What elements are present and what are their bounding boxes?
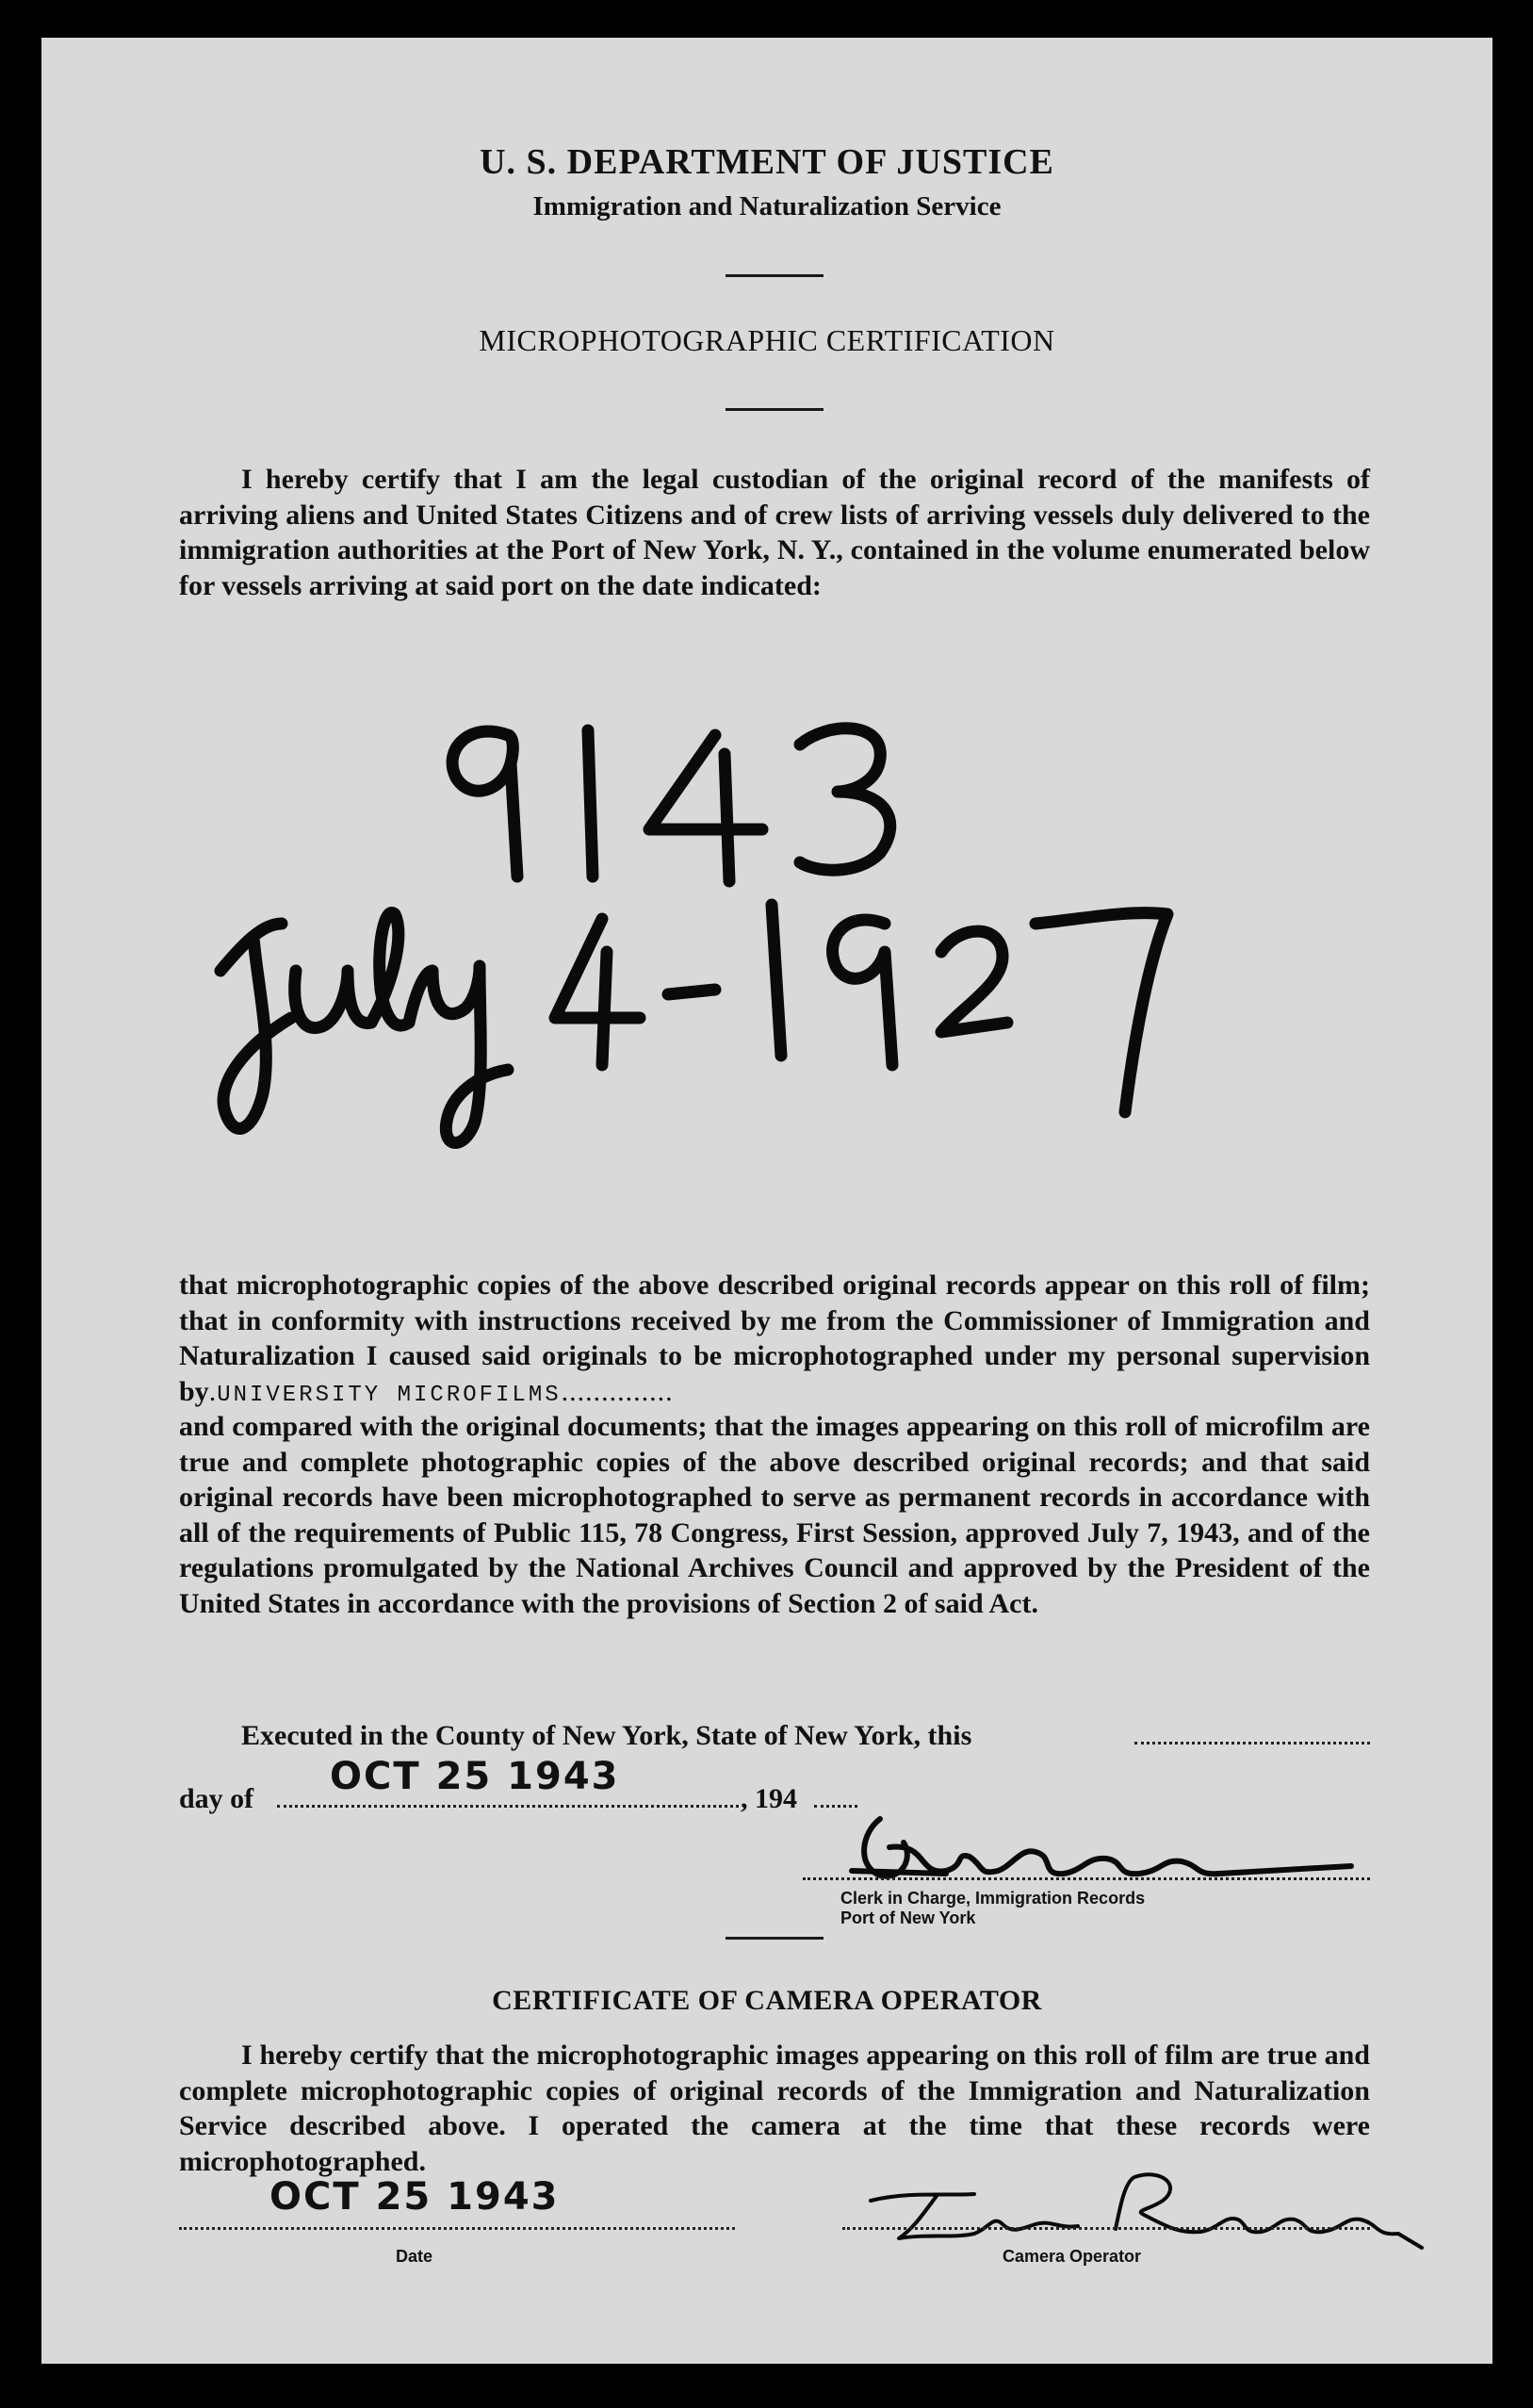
camera-stamped-date: OCT 25 1943 <box>269 2175 560 2219</box>
camera-operator-signature <box>861 2158 1427 2262</box>
divider-rule <box>726 1937 824 1940</box>
certification-title: MICROPHOTOGRAPHIC CERTIFICATION <box>479 323 1055 357</box>
handwritten-date <box>206 867 1299 1178</box>
camera-operator-text: I hereby certify that the microphotographic images appearing on this roll of film are true and complete microphotographic copies of original records of the Immigration and Naturalization Service described above. I operated the camera at the time that these records were microphotographed. <box>179 2039 1370 2177</box>
executed-label: Executed in the County of New York, State of New York, this <box>241 1720 972 1751</box>
service-subtitle: Immigration and Naturalization Service <box>532 191 1002 221</box>
certification-body-part2: and compared with the original documents; that the images appearing on this roll of microfilm are true and complete photographic copies of the above described original records; and that said original records have been microphotographed to serve as permanent records in accordance with all of the requirements of Public 115, 78 Congress, First Session, approved July 7, 1943, and of the regulations promulgated by the National Archives Council and approved by the President of the United States in accordance with the provisions of Section 2 of said Act. <box>179 1411 1370 1619</box>
day-of-blank <box>277 1805 739 1808</box>
camera-operator-line <box>842 2227 1370 2230</box>
camera-operator-title: CERTIFICATE OF CAMERA OPERATOR <box>492 1985 1042 2016</box>
camera-date-label: Date <box>396 2247 433 2266</box>
day-of-label: day of <box>179 1783 254 1814</box>
certificate-sheet <box>41 38 1492 2364</box>
body-text-part1: that microphotographic copies of the above described original records appear on this roll of film; that in conformity with instructions received by me from the Commissioner of Immigration and Naturalization I caused said originals to be microphotographed under my personal supervision by <box>179 1270 1370 1407</box>
year-label: , 194 <box>741 1783 797 1814</box>
clerk-caption-line1: Clerk in Charge, Immigration Records <box>840 1889 1146 1908</box>
stamped-date: OCT 25 1943 <box>330 1755 620 1798</box>
divider-rule <box>726 408 824 411</box>
camera-date-line <box>179 2227 735 2230</box>
certification-intro: I hereby certify that I am the legal custodian of the original record of the manifests of arriving aliens and United States Citizens and of crew lists of arriving vessels duly delivered to the immigration authorities at the Port of New York, N. Y., contained in the volume enumerated below for vessels arriving at said port on the date indicated: <box>179 464 1370 601</box>
divider-rule <box>726 274 824 277</box>
clerk-caption-line2: Port of New York <box>840 1908 976 1927</box>
department-title: U. S. DEPARTMENT OF JUSTICE <box>480 142 1054 182</box>
certification-body-part1: that microphotographic copies of the above described original records appear on this roll of film; that in conformity with instructions received by me from the Commissioner of Immigration and Naturalization I caused said originals to be microphotographed under my personal supervision by.UNIVERSITY MICROFILMS.............. <box>179 1270 1370 1408</box>
executed-day-blank <box>1134 1742 1370 1745</box>
camera-operator-label: Camera Operator <box>1003 2247 1142 2266</box>
typed-company-name: UNIVERSITY MICROFILMS <box>217 1382 562 1408</box>
clerk-signature-line <box>803 1877 1370 1880</box>
